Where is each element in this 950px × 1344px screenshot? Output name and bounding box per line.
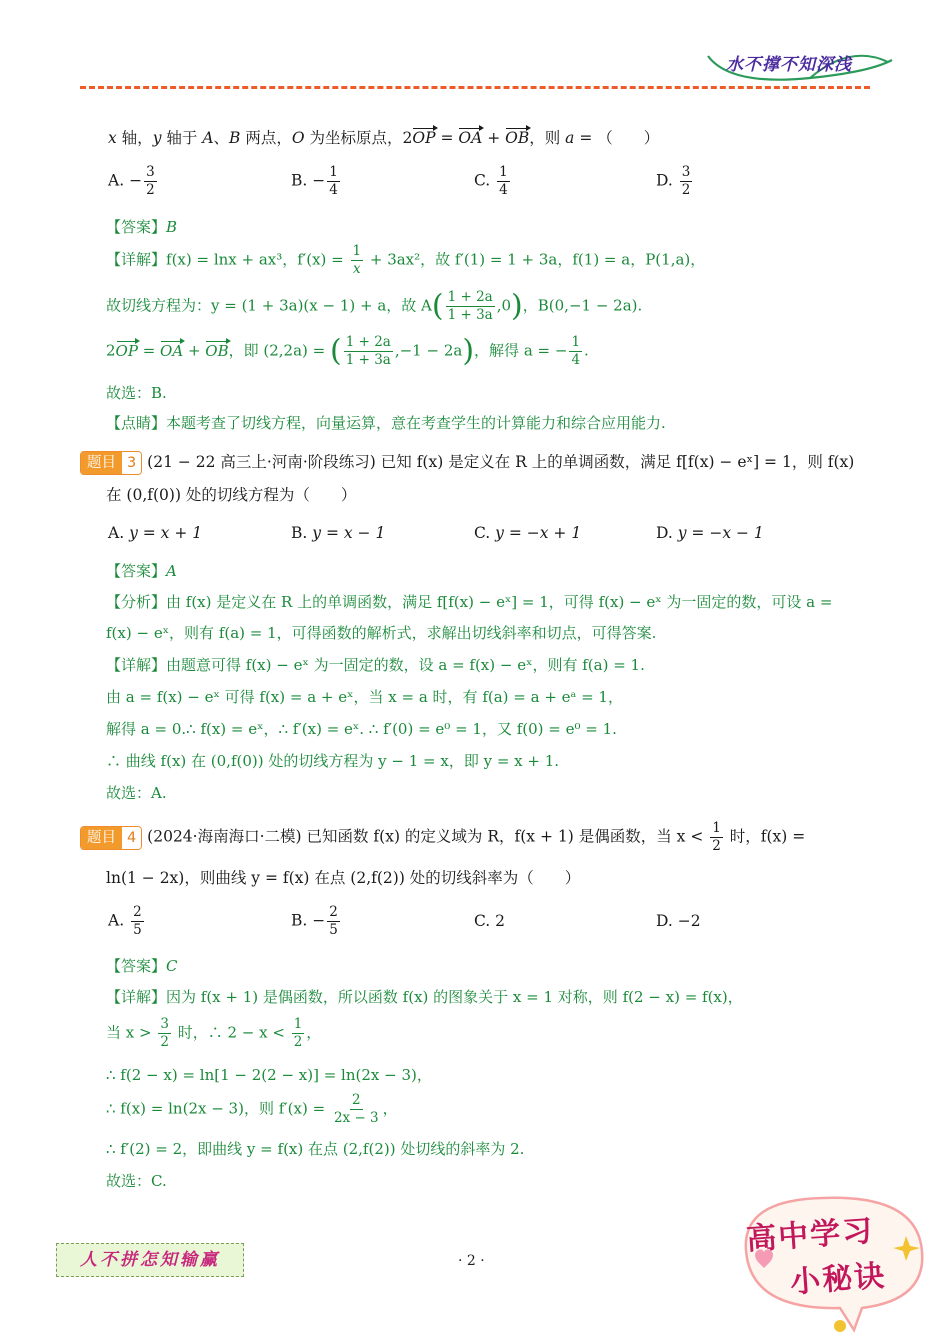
q3-choose: 故选：A.: [106, 784, 167, 802]
q2-option-a: A. − $\frac{3}{2}$: [108, 164, 155, 198]
q4-tag: 题目 4: [80, 826, 142, 850]
q3-answer: 【答案】A: [106, 562, 177, 580]
q3-detail-line2: 由 a = f(x) − eˣ 可得 f(x) = a + eˣ，当 x = a 时，有 f(a) = a + eᵃ = 1，: [106, 688, 623, 706]
header-motto: 水不撑不知深浅: [726, 55, 852, 75]
q4-stem-line2: ln(1 − 2x)，则曲线 y = f(x) 在点 (2,f(2)) 处的切线斜率为（ ）: [106, 869, 581, 887]
q4-option-d: D. −2: [656, 912, 701, 930]
q3-tag: 题目 3: [80, 451, 142, 475]
q2-stem: x 轴，y 轴于 A、B 两点，O 为坐标原点，2OP = OA + OB，则 a = （ ）: [108, 129, 660, 147]
q3-detail-line3: 解得 a = 0.∴ f(x) = eˣ，∴ f′(x) = eˣ. ∴ f′(0) = e⁰ = 1，又 f(0) = e⁰ = 1.: [106, 720, 617, 738]
q3-option-c: C. y = −x + 1: [474, 524, 582, 542]
header-divider: [80, 86, 870, 89]
q4-detail-line2: 当 x > $\frac{3}{2}$ 时，∴ 2 − x < $\frac{1}{2}$ ，: [106, 1016, 322, 1050]
q2-answer: 【答案】B: [106, 218, 178, 236]
q3-detail-line4: ∴ 曲线 f(x) 在 (0,f(0)) 处的切线方程为 y − 1 = x，即 y = x + 1.: [106, 752, 560, 770]
vector-oa: OA: [458, 129, 483, 147]
q2-detail-line1: 【详解】f(x) = lnx + ax³，f′(x) = $\frac{1}{x}$ + 3ax²，故 f′(1) = 1 + 3a，f(1) = a，P(1,a)，: [106, 243, 706, 277]
vector-op-2: OP: [115, 341, 138, 360]
vector-ob: OB: [505, 129, 530, 147]
study-tips-badge: [722, 1180, 940, 1338]
q4-option-c: C. 2: [474, 912, 506, 930]
q2-option-b: B. − $\frac{1}{4}$: [291, 164, 338, 198]
q2-detail-line2: 故切线方程为：y = (1 + 3a)(x − 1) + a，故 A( $\frac{1 + 2a}{1 + 3a}$ ,0)，B(0,−1 − 2a).: [106, 288, 643, 324]
vector-oa-2: OA: [160, 341, 184, 360]
q4-choose: 故选：C.: [106, 1172, 167, 1190]
q4-detail-line3: ∴ f(2 − x) = ln[1 − 2(2 − x)] = ln(2x − 3)，: [106, 1066, 432, 1084]
q3-stem-line2: 在 (0,f(0)) 处的切线方程为（ ）: [106, 486, 357, 504]
q2-comment: 【点睛】本题考查了切线方程，向量运算，意在考查学生的计算能力和综合应用能力.: [106, 414, 666, 432]
q4-detail-line1: 【详解】因为 f(x + 1) 是偶函数，所以函数 f(x) 的图象关于 x = 1 对称，则 f(2 − x) = f(x)，: [106, 988, 743, 1006]
badge-subtitle: 小秘诀: [789, 1258, 888, 1301]
footer-slogan: 人不拼怎知输赢: [56, 1243, 244, 1277]
vector-ob-2: OB: [205, 341, 229, 360]
vector-op: OP: [412, 129, 436, 147]
q4-stem-line1: 题目 4 (2024·海南海口·二模) 已知函数 f(x) 的定义域为 R，f(x + 1) 是偶函数，当 x < $\frac{1}{2}$ 时，f(x) =: [80, 820, 805, 855]
q4-option-a: A. $\frac{2}{5}$: [108, 904, 142, 938]
q2-option-c: C. $\frac{1}{4}$: [474, 164, 508, 198]
q4-option-b: B. − $\frac{2}{5}$: [291, 904, 338, 938]
q3-option-d: D. y = −x − 1: [656, 524, 764, 542]
q3-detail-line1: 【详解】由题意可得 f(x) − eˣ 为一固定的数，设 a = f(x) − eˣ，则有 f(a) = 1.: [106, 656, 645, 674]
q3-analysis-line2: f(x) − eˣ，则有 f(a) = 1，可得函数的解析式，求解出切线斜率和切点，可得答案.: [106, 624, 657, 642]
q2-choose: 故选：B.: [106, 384, 167, 402]
q3-stem-line1: 题目 3 (21 − 22 高三上·河南·阶段练习) 已知 f(x) 是定义在 R 上的单调函数，满足 f[f(x) − eˣ] = 1，则 f(x): [80, 450, 854, 475]
badge-title: 高中学习: [745, 1213, 876, 1258]
q2-option-d: D. $\frac{3}{2}$: [656, 164, 691, 198]
q3-option-b: B. y = x − 1: [291, 524, 386, 542]
q3-analysis-line1: 【分析】由 f(x) 是定义在 R 上的单调函数，满足 f[f(x) − eˣ] = 1，可得 f(x) − eˣ 为一固定的数，可设 a =: [106, 593, 833, 611]
page-number: · 2 ·: [458, 1253, 485, 1269]
q3-option-a: A. y = x + 1: [108, 524, 203, 542]
q4-detail-line4: ∴ f(x) = ln(2x − 3)，则 f′(x) = $\frac{2}{2x - 3}$ ，: [106, 1092, 398, 1126]
q4-detail-line5: ∴ f′(2) = 2，即曲线 y = f(x) 在点 (2,f(2)) 处切线的斜率为 2.: [106, 1140, 525, 1158]
q2-detail-line3: 2OP = OA + OB，即 (2,2a) = ( $\frac{1 + 2a}{1 + 3a}$ ,−1 − 2a)，解得 a = − $\frac{1}{4}$ .: [106, 333, 589, 369]
q4-answer: 【答案】C: [106, 957, 178, 975]
